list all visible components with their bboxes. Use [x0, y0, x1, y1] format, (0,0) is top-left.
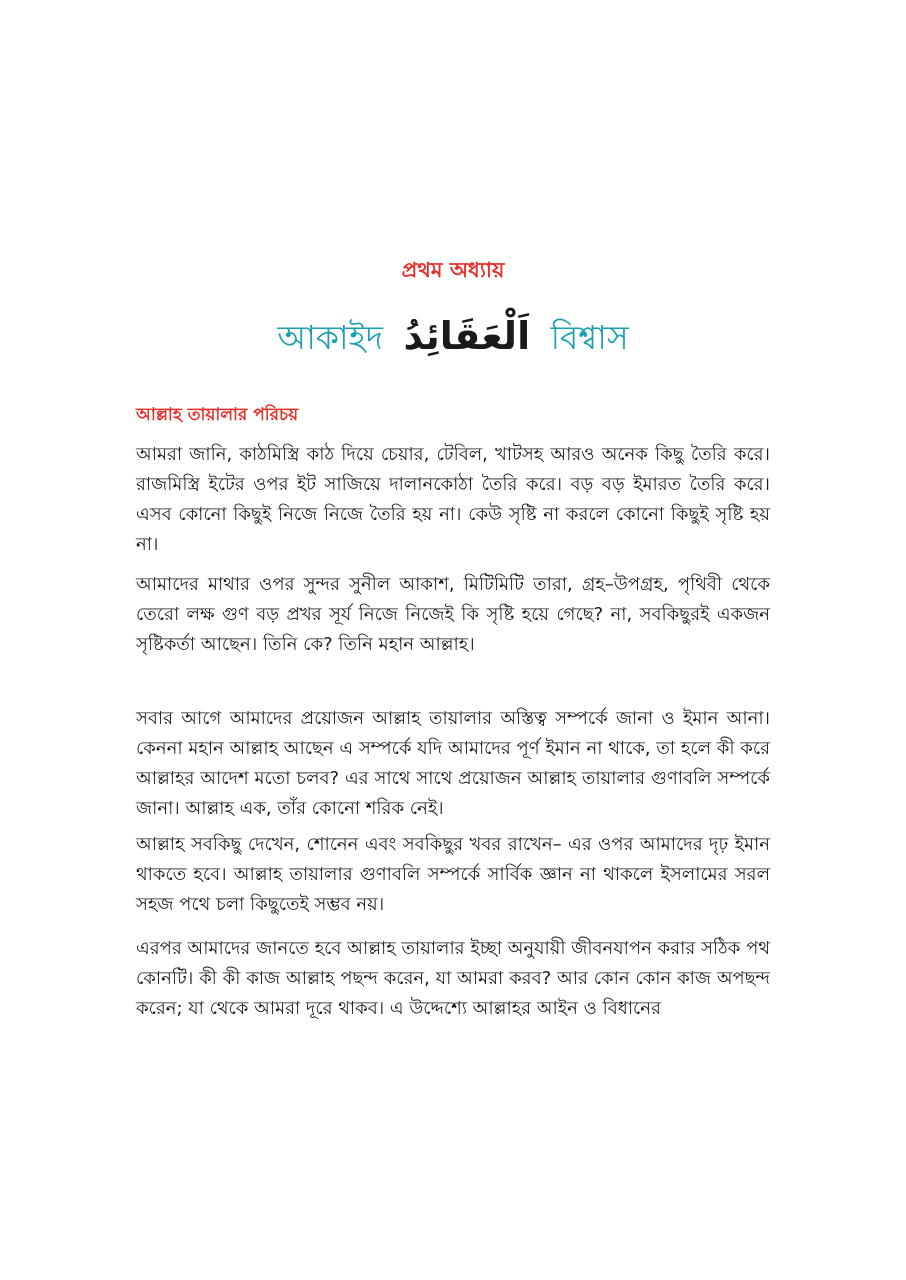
chapter-title-bengali-left: আকাইদ	[277, 318, 384, 357]
chapter-title-arabic: اَلْعَقَائِدُ	[403, 314, 531, 358]
chapter-title-bengali-right: বিশ্বাস	[550, 318, 629, 357]
chapter-title	[0, 312, 906, 368]
paragraph: আমাদের মাথার ওপর সুন্দর সুনীল আকাশ, মিটিমিটি তারা, গ্রহ–উপগ্রহ, পৃথিবী থেকে তেরো লক্ষ গুণ বড় প্রখর সূর্য নিজে নিজেই কি সৃষ্টি হয়ে গেছে? না, সবকিছুরই একজন সৃষ্টিকর্তা আছেন। তিনি কে? তিনি মহান আল্লাহ।	[136, 574, 770, 655]
paragraph: আমরা জানি, কাঠমিস্ত্রি কাঠ দিয়ে চেয়ার, টেবিল, খাটসহ আরও অনেক কিছু তৈরি করে। রাজমিস্ত্রি ইটের ওপর ইট সাজিয়ে দালানকোঠা তৈরি করে। বড় বড় ইমারত তৈরি করে। এসব কোনো কিছুই নিজে নিজে তৈরি হয় না। কেউ সৃষ্টি না করলে কোনো কিছুই সৃষ্টি হয় না।	[136, 444, 770, 555]
paragraph: আল্লাহ সবকিছু দেখেন, শোনেন এবং সবকিছুর খবর রাখেন– এর ওপর আমাদের দৃঢ় ইমান থাকতে হবে। আল্লাহ তায়ালার গুণাবলি সম্পর্কে সার্বিক জ্ঞান না থাকলে ইসলামের সরল সহজ পথে চলা কিছুতেই সম্ভব নয়।	[136, 834, 770, 915]
chapter-label: প্রথম অধ্যায়	[401, 258, 505, 282]
paragraph: এরপর আমাদের জানতে হবে আল্লাহ তায়ালার ইচ্ছা অনুযায়ী জীবনযাপন করার সঠিক পথ কোনটি। কী কী কাজ আল্লাহ পছন্দ করেন, যা আমরা করব? আর কোন কোন কাজ অপছন্দ করেন; যা থেকে আমরা দূরে থাকব। এ উদ্দেশ্যে আল্লাহর আইন ও বিধানের	[136, 938, 770, 1019]
section-heading: আল্লাহ তায়ালার পরিচয়	[136, 405, 299, 425]
paragraph: সবার আগে আমাদের প্রয়োজন আল্লাহ তায়ালার অস্তিত্ব সম্পর্কে জানা ও ইমান আনা। কেননা মহান আল্লাহ আছেন এ সম্পর্কে যদি আমাদের পূর্ণ ইমান না থাকে, তা হলে কী করে আল্লাহর আদেশ মতো চলব? এর সাথে সাথে প্রয়োজন আল্লাহ তায়ালার গুণাবলি সম্পর্কে জানা। আল্লাহ এক, তাঁর কোনো শরিক নেই।	[136, 708, 770, 819]
